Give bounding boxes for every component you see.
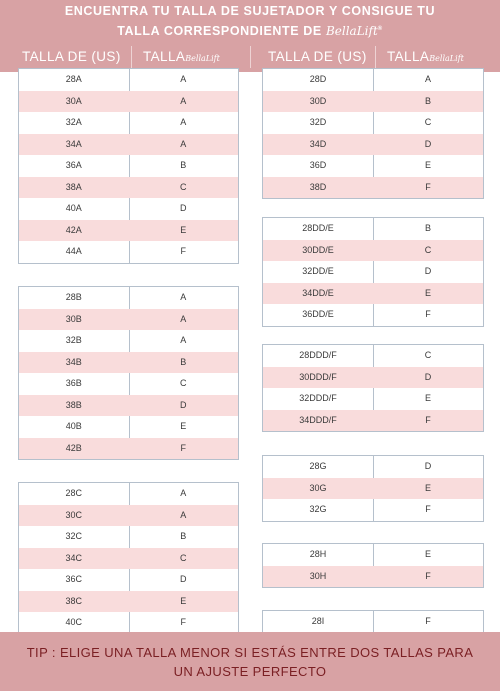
bellalift-size-cell: D — [424, 138, 432, 149]
bellalift-size-cell: E — [424, 160, 431, 170]
bellalift-size-cell: E — [424, 482, 431, 493]
us-size-cell: 36A — [65, 160, 82, 170]
us-size-cell: 28A — [65, 74, 82, 84]
tip-text-line1: TIP : ELIGE UNA TALLA MENOR SI ESTÁS ENTRE DOS TALLAS PARA — [26, 645, 474, 660]
bellalift-size-cell: F — [180, 246, 186, 256]
us-size-cell: 28DDD/F — [299, 350, 337, 360]
us-size-cell: 32C — [65, 531, 82, 541]
us-size-cell: 30H — [309, 570, 327, 581]
table-row — [263, 367, 483, 389]
bellalift-size-cell: F — [425, 570, 431, 581]
table-row — [263, 177, 483, 199]
us-size-cell: 38A — [65, 181, 82, 192]
bellalift-size-cell: E — [180, 421, 187, 431]
table-row — [19, 287, 238, 309]
us-size-cell: 28B — [65, 292, 82, 302]
us-size-cell: 32D — [309, 117, 327, 127]
bellalift-size-cell: B — [180, 160, 187, 170]
table-row — [263, 283, 483, 305]
tip-text-line2: UN AJUSTE PERFECTO — [173, 664, 327, 679]
table-row — [263, 611, 483, 633]
bellalift-size-cell: D — [424, 461, 432, 471]
us-size-cell: 40A — [65, 203, 82, 213]
bellalift-size-cell: C — [180, 181, 187, 192]
bellalift-size-cell: A — [180, 313, 187, 324]
bellalift-size-cell: E — [424, 393, 431, 403]
bellalift-size-cell: C — [424, 350, 432, 360]
table-row — [263, 345, 483, 367]
us-size-cell: 30DD/E — [302, 244, 334, 255]
table-row — [19, 548, 238, 570]
bellalift-size-cell: E — [180, 224, 187, 235]
size-table-g — [262, 455, 484, 522]
header-title-line2-text: TALLA CORRESPONDIENTE DE — [117, 24, 322, 39]
us-size-cell: 36D — [309, 160, 327, 170]
column-header-brand-logo: BellaLift — [429, 54, 464, 63]
bellalift-size-cell: F — [425, 616, 431, 626]
table-row — [263, 112, 483, 134]
column-header-brand-logo: BellaLift — [185, 54, 220, 63]
bellalift-size-cell: B — [424, 95, 431, 106]
bellalift-size-cell: A — [180, 292, 187, 302]
us-size-cell: 38B — [65, 399, 82, 410]
table-row — [19, 309, 238, 331]
bellalift-size-cell: D — [180, 574, 187, 584]
table-row — [263, 566, 483, 588]
column-header-brand-prefix: TALLA — [387, 49, 430, 64]
us-size-cell: 42B — [65, 442, 82, 453]
table-row — [19, 69, 238, 91]
bellalift-size-cell: B — [180, 356, 187, 367]
tip-banner — [0, 632, 500, 691]
us-size-cell: 30G — [309, 482, 327, 493]
brand-logo: BellaLift — [325, 24, 378, 39]
brand-registered-mark: ® — [377, 26, 383, 32]
bellalift-size-cell: E — [424, 549, 431, 559]
table-row — [263, 456, 483, 478]
us-size-cell: 38D — [309, 181, 327, 192]
table-row — [263, 410, 483, 432]
us-size-cell: 32B — [65, 335, 82, 345]
us-size-cell: 34B — [65, 356, 82, 367]
bellalift-size-cell: A — [180, 335, 187, 345]
bellalift-size-cell: A — [180, 117, 187, 127]
table-row — [19, 134, 238, 156]
column-divider — [250, 46, 251, 68]
column-divider — [131, 46, 132, 68]
bellalift-size-cell: A — [180, 488, 187, 498]
table-row — [19, 483, 238, 505]
table-row — [263, 240, 483, 262]
table-row — [263, 218, 483, 240]
table-row — [263, 304, 483, 326]
bellalift-size-cell: C — [180, 378, 187, 388]
bellalift-size-cell: A — [180, 509, 187, 520]
size-table-b — [18, 286, 239, 460]
us-size-cell: 30C — [65, 509, 82, 520]
bellalift-size-cell: F — [180, 617, 186, 627]
table-row — [19, 569, 238, 591]
bellalift-size-cell: B — [424, 223, 431, 233]
bellalift-size-cell: C — [424, 244, 432, 255]
us-size-cell: 32DDD/F — [299, 393, 337, 403]
us-size-cell: 36C — [65, 574, 82, 584]
table-row — [19, 155, 238, 177]
table-row — [19, 177, 238, 199]
table-row — [19, 220, 238, 242]
bellalift-size-cell: D — [424, 371, 432, 382]
size-table-ddd-f — [262, 344, 484, 432]
size-table-a — [18, 68, 239, 264]
column-header-brand-left — [143, 44, 220, 70]
table-row — [19, 373, 238, 395]
bellalift-size-cell: F — [425, 309, 431, 319]
table-row — [19, 505, 238, 527]
header-title-line1: ENCUENTRA TU TALLA DE SUJETADOR Y CONSIGUE TU — [64, 4, 436, 18]
table-row — [263, 155, 483, 177]
us-size-cell: 42A — [65, 224, 82, 235]
column-header-brand-prefix: TALLA — [143, 49, 186, 64]
us-size-cell: 32A — [65, 117, 82, 127]
us-size-cell: 34A — [65, 138, 82, 149]
us-size-cell: 38C — [65, 595, 82, 606]
us-size-cell: 36DD/E — [302, 309, 334, 319]
bellalift-size-cell: D — [180, 203, 187, 213]
us-size-cell: 28G — [309, 461, 327, 471]
us-size-cell: 44A — [65, 246, 82, 256]
us-size-cell: 40C — [65, 617, 82, 627]
table-row — [263, 478, 483, 500]
bellalift-size-cell: A — [180, 138, 187, 149]
bellalift-size-cell: E — [180, 595, 187, 606]
table-row — [263, 499, 483, 521]
us-size-cell: 28I — [311, 616, 325, 626]
table-row — [19, 112, 238, 134]
bellalift-size-cell: F — [425, 414, 431, 425]
bellalift-size-cell: C — [424, 117, 432, 127]
bellalift-size-cell: C — [180, 552, 187, 563]
table-row — [19, 526, 238, 548]
header-title-line2 — [0, 20, 500, 40]
bellalift-size-cell: D — [180, 399, 187, 410]
us-size-cell: 28H — [309, 549, 327, 559]
table-row — [19, 438, 238, 460]
table-row — [19, 612, 238, 634]
us-size-cell: 34DD/E — [302, 287, 334, 298]
column-header-us-left: TALLA DE (US) — [22, 49, 121, 64]
size-table-i — [262, 610, 484, 634]
bellalift-size-cell: F — [425, 504, 431, 514]
table-row — [19, 395, 238, 417]
bellalift-size-cell: B — [180, 531, 187, 541]
us-size-cell: 30B — [65, 313, 82, 324]
us-size-cell: 34DDD/F — [299, 414, 337, 425]
us-size-cell: 28C — [65, 488, 82, 498]
us-size-cell: 34D — [309, 138, 327, 149]
us-size-cell: 30A — [65, 95, 82, 106]
table-row — [263, 388, 483, 410]
bellalift-size-cell: D — [424, 266, 432, 276]
bellalift-size-cell: A — [180, 95, 187, 106]
table-row — [263, 544, 483, 566]
size-table-dd-e — [262, 217, 484, 327]
bellalift-size-cell: F — [180, 442, 186, 453]
us-size-cell: 28D — [309, 74, 327, 84]
us-size-cell: 30DDD/F — [299, 371, 337, 382]
table-row — [19, 416, 238, 438]
table-row — [263, 91, 483, 113]
size-table-c — [18, 482, 239, 635]
us-size-cell: 28DD/E — [302, 223, 334, 233]
column-divider — [375, 46, 376, 68]
bellalift-size-cell: A — [180, 74, 187, 84]
bellalift-size-cell: E — [424, 287, 431, 298]
size-table-d — [262, 68, 484, 199]
bellalift-size-cell: A — [424, 74, 431, 84]
table-row — [263, 261, 483, 283]
us-size-cell: 36B — [65, 378, 82, 388]
us-size-cell: 32DD/E — [302, 266, 334, 276]
table-row — [19, 198, 238, 220]
us-size-cell: 40B — [65, 421, 82, 431]
table-row — [19, 330, 238, 352]
table-row — [19, 91, 238, 113]
us-size-cell: 30D — [309, 95, 327, 106]
us-size-cell: 32G — [309, 504, 327, 514]
table-row — [19, 241, 238, 263]
column-header-us-right: TALLA DE (US) — [268, 49, 367, 64]
table-row — [263, 134, 483, 156]
table-row — [263, 69, 483, 91]
bellalift-size-cell: F — [425, 181, 431, 192]
size-table-h — [262, 543, 484, 588]
us-size-cell: 34C — [65, 552, 82, 563]
table-row — [19, 352, 238, 374]
column-header-brand-right — [387, 44, 464, 70]
table-row — [19, 591, 238, 613]
